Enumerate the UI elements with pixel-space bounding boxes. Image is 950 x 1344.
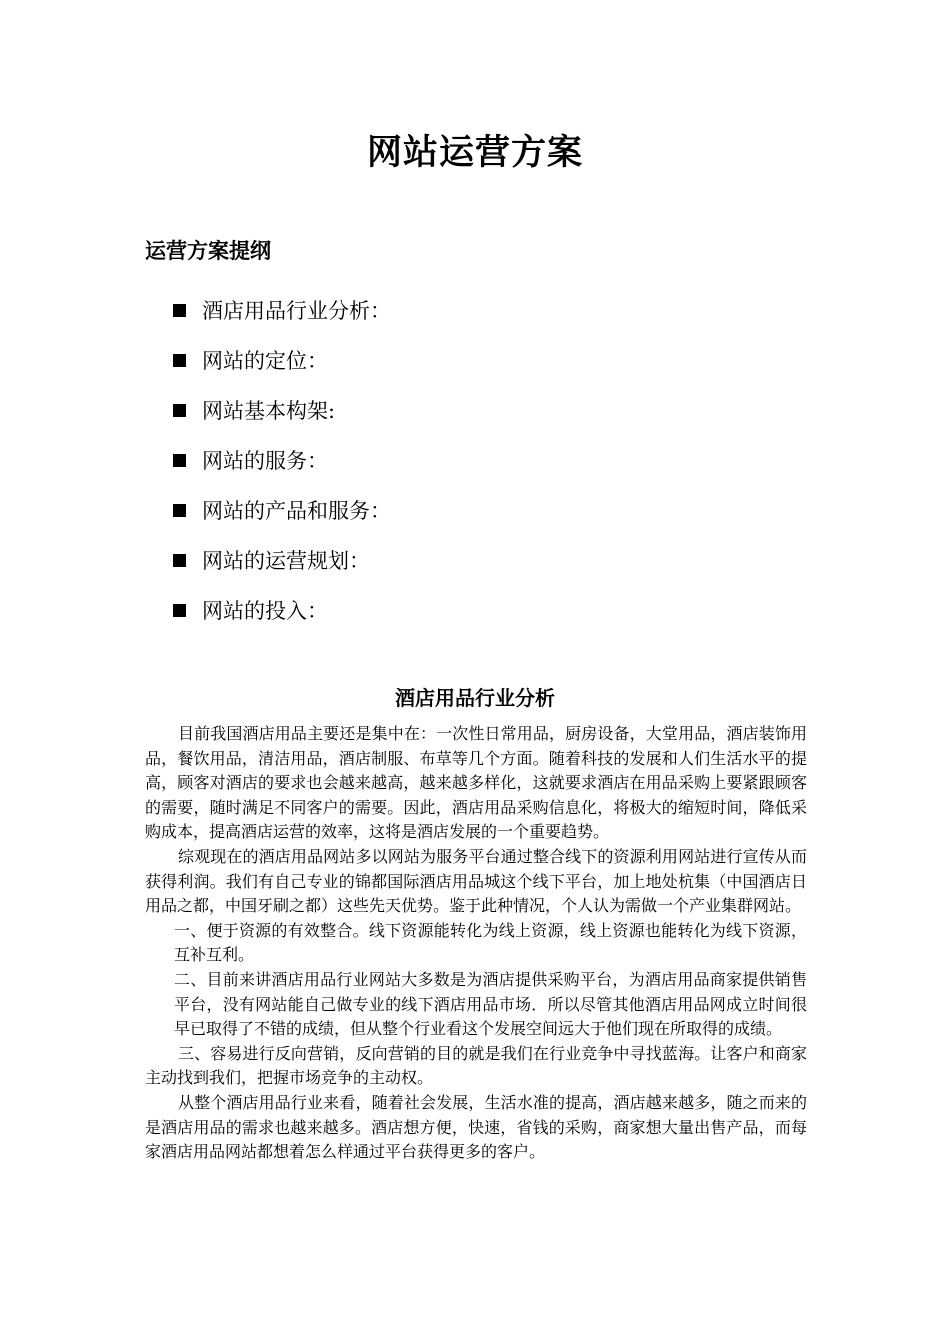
outline-item <box>173 585 391 635</box>
square-bullet-icon <box>173 604 186 617</box>
outline-item <box>173 335 391 385</box>
outline-item-label: 网站的投入： <box>202 599 328 623</box>
outline-heading: 运营方案提纲 <box>145 238 271 263</box>
outline-item-label: 网站的产品和服务： <box>202 499 391 523</box>
numbered-point-text: 一、便于资源的有效整合。线下资源能转化为线上资源，线上资源也能转化为线下资源，互补互利。 <box>174 920 807 965</box>
square-bullet-icon <box>173 454 186 467</box>
outline-item-label: 网站的运营规划： <box>202 549 370 573</box>
square-bullet-icon <box>173 304 186 317</box>
numbered-point <box>145 968 807 1042</box>
outline-item <box>173 385 391 435</box>
outline-list <box>173 285 391 635</box>
outline-item <box>173 285 391 335</box>
section-heading: 酒店用品行业分析 <box>395 686 555 710</box>
numbered-point: 三、容易进行反向营销，反向营销的目的就是我们在行业竞争中寻找蓝海。让客户和商家主动找到我们，把握市场竞争的主动权。 <box>145 1043 807 1088</box>
body-paragraph: 目前我国酒店用品主要还是集中在：一次性日常用品，厨房设备，大堂用品，酒店装饰用品，餐饮用品，清洁用品，酒店制服、布草等几个方面。随着科技的发展和人们生活水平的提高，顾客对酒店的要求也会越来越高，越来越多样化，这就要求酒店在用品采购上要紧跟顾客的需要，随时满足不同客户的需要。因此，酒店用品采购信息化，将极大的缩短时间，降低采购成本，提高酒店运营的效率，这将是酒店发展的一个重要趋势。 <box>145 724 807 842</box>
numbered-point-text: 二、目前来讲酒店用品行业网站大多数是为酒店提供采购平台，为酒店用品商家提供销售平台，没有网站能自己做专业的线下酒店用品市场．所以尽管其他酒店用品网成立时间很早已取得了不错的成绩，但从整个行业看这个发展空间远大于他们现在所取得的成绩。 <box>174 969 807 1039</box>
body-paragraph: 从整个酒店用品行业来看，随着社会发展，生活水准的提高，酒店越来越多，随之而来的是酒店用品的需求也越来越多。酒店想方便，快速，省钱的采购，商家想大量出售产品，而每家酒店用品网站都想着怎么样通过平台获得更多的客户。 <box>145 1092 807 1162</box>
square-bullet-icon <box>173 554 186 567</box>
outline-item <box>173 435 391 485</box>
outline-item <box>173 535 391 585</box>
section-body <box>145 722 807 1165</box>
outline-item-label: 网站基本构架: <box>202 399 336 423</box>
outline-item <box>173 485 391 535</box>
square-bullet-icon <box>173 404 186 417</box>
square-bullet-icon <box>173 504 186 517</box>
outline-item-label: 酒店用品行业分析： <box>202 299 391 323</box>
outline-item-label: 网站的定位： <box>202 349 328 373</box>
body-paragraph: 综观现在的酒店用品网站多以网站为服务平台通过整合线下的资源利用网站进行宣传从而获得利润。我们有自己专业的锦都国际酒店用品城这个线下平台，加上地处杭集（中国酒店日用品之都，中国牙刷之都）这些先天优势。鉴于此种情况，个人认为需做一个产业集群网站。 <box>145 846 807 916</box>
numbered-point <box>145 919 807 968</box>
outline-item-label: 网站的服务： <box>202 449 328 473</box>
document-title: 网站运营方案 <box>366 132 583 173</box>
square-bullet-icon <box>173 354 186 367</box>
